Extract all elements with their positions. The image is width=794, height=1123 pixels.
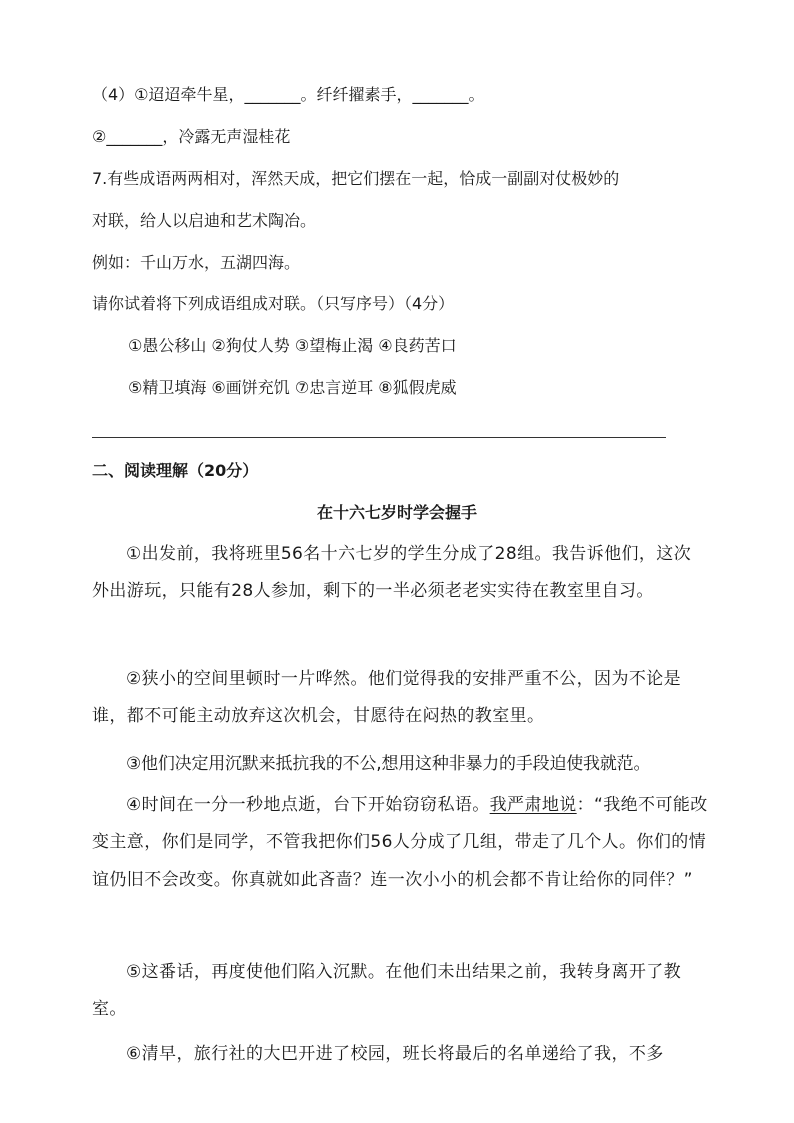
q7-instruction: 请你试着将下列成语组成对联。（只写序号）（4分） <box>92 294 455 313</box>
passage-paragraph-6: ⑥清早，旅行社的大巴开进了校园，班长将最后的名单递给了我，不多 <box>126 1044 664 1064</box>
passage-p4-rest: ：“我绝不可能改变主意，你们是同学，不管我把你们56人分成了几组，带走了几个人。你们的情谊仍旧不会改变。你真就如此吝啬？连一次小小的机会都不肯让给你的同伴？” <box>92 795 708 890</box>
q7-options-row1: ①愚公移山 ②狗仗人势 ③望梅止渴 ④良药苦口 <box>128 336 457 355</box>
q6-4-line2: ②_______，冷露无声湿桂花 <box>92 127 291 146</box>
passage-paragraph-3: ③他们决定用沉默来抵抗我的不公,想用这种非暴力的手段迫使我就范。 <box>126 754 651 774</box>
passage-paragraph-4 <box>92 787 708 899</box>
passage-title: 在十六七岁时学会握手 <box>316 503 477 522</box>
passage-paragraph-1: ①出发前，我将班里56名十六七岁的学生分成了28组。我告诉他们，这次外出游玩，只能有28人参加，剩下的一半必须老老实实待在教室里自习。 <box>92 544 692 602</box>
section-heading: 二、阅读理解（20分） <box>92 461 259 480</box>
q7-prompt-line2: 对联，给人以启迪和艺术陶冶。 <box>92 211 317 230</box>
q6-4-line1: （4）①迢迢牵牛星，_______。纤纤擢素手，_______。 <box>92 85 485 104</box>
q7-prompt-line1: 7.有些成语两两相对，浑然天成，把它们摆在一起，恰成一副副对仗极妙的 <box>92 169 620 188</box>
passage-paragraph-2: ②狭小的空间里顿时一片哗然。他们觉得我的安排严重不公，因为不论是谁，都不可能主动放弃这次机会，甘愿待在闷热的教室里。 <box>92 669 682 727</box>
answer-line <box>92 437 666 438</box>
passage-p4-start: ④时间在一分一秒地点逝，台下开始窃窃私语。 <box>126 795 490 815</box>
q7-options-row2: ⑤精卫填海 ⑥画饼充饥 ⑦忠言逆耳 ⑧狐假虎威 <box>128 378 457 397</box>
passage-paragraph-5: ⑤这番话，再度使他们陷入沉默。在他们未出结果之前，我转身离开了教室。 <box>92 962 682 1020</box>
underlined-phrase: 我严肃地说 <box>489 795 577 815</box>
q7-example: 例如：千山万水，五湖四海。 <box>92 253 301 272</box>
